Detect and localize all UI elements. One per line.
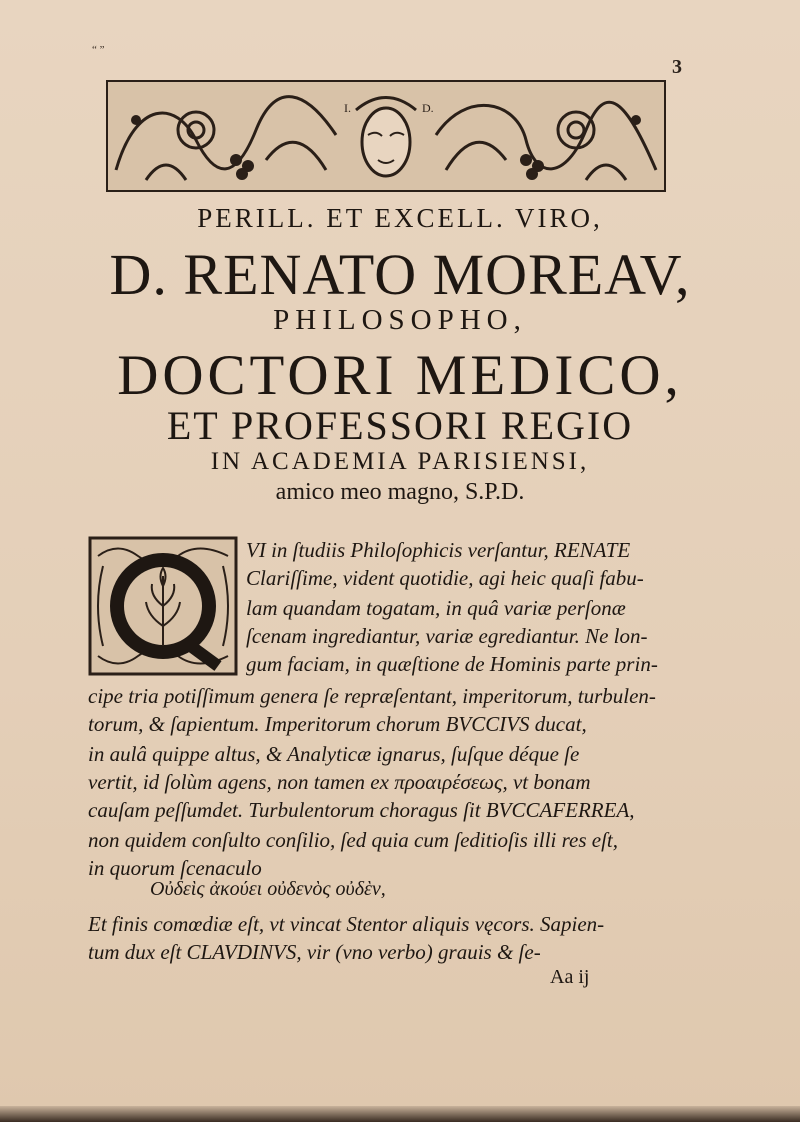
dedication-name: D. RENATO MOREAV, (109, 242, 691, 307)
dedication-line-1: PERILL. ET EXCELL. VIRO, (197, 203, 603, 233)
text-line-12: in quorum ſcenaculo (88, 856, 262, 880)
dedication-line-6: IN ACADEMIA PARISIENSI, (210, 448, 590, 475)
text-line-8: in aulâ quippe altus, & Analyticæ ignarus, ſuſque déque ſe (88, 742, 580, 766)
text-line-4: ſcenam ingrediantur, variæ egrediantur. Ne lon- (246, 624, 648, 648)
dedication-salutation: amico meo magno, S.P.D. (275, 479, 525, 505)
text-line-11: non quidem conſulto conſilio, ſed quia cum ſeditioſis illi res eſt, (88, 828, 618, 852)
text-line-14: tum dux eſt CLAVDINVS, vir (vno verbo) grauis & ſe- (88, 940, 541, 964)
top-mark: “ ” (92, 44, 105, 56)
headpiece-letter-left: I. (344, 101, 351, 115)
greek-quotation: Οὐδεὶς ἀκούει οὐδενὸς οὐδὲν, (150, 878, 386, 900)
page-number: 3 (672, 56, 682, 78)
text-line-5: gum faciam, in quæſtione de Hominis parte prin- (246, 652, 658, 676)
text-line-1: VI in ſtudiis Philoſophicis verſantur, RENATE (246, 538, 631, 562)
headpiece-letter-right: D. (422, 101, 434, 115)
page-bottom-edge (0, 1106, 800, 1122)
dedication-line-5: ET PROFESSORI REGIO (166, 403, 634, 448)
signature-mark: Aa ij (550, 966, 590, 988)
text-line-6: cipe tria potiſſimum genera ſe repræſentant, imperitorum, turbulen- (88, 684, 656, 708)
text-line-10: cauſam peſſumdet. Turbulentorum choragus ſit BVCCAFERREA, (88, 798, 635, 822)
text-line-13: Et finis comœdiæ eſt, vt vincat Stentor aliquis vęcors. Sapien- (88, 912, 605, 936)
dedication-line-4: DOCTORI MEDICO, (117, 344, 683, 407)
text-line-3: lam quandam togatam, in quâ variæ perſonæ (246, 596, 626, 620)
text-line-7: torum, & ſapientum. Imperitorum chorum BVCCIVS ducat, (88, 712, 587, 736)
text-line-2: Clariſſime, vident quotidie, agi heic quaſi fabu- (246, 566, 644, 590)
dedication-line-3: PHILOSOPHO, (273, 304, 527, 336)
text-line-9: vertit, id ſolùm agens, non tamen ex προαιρέσεως, vt bonam (88, 770, 591, 794)
